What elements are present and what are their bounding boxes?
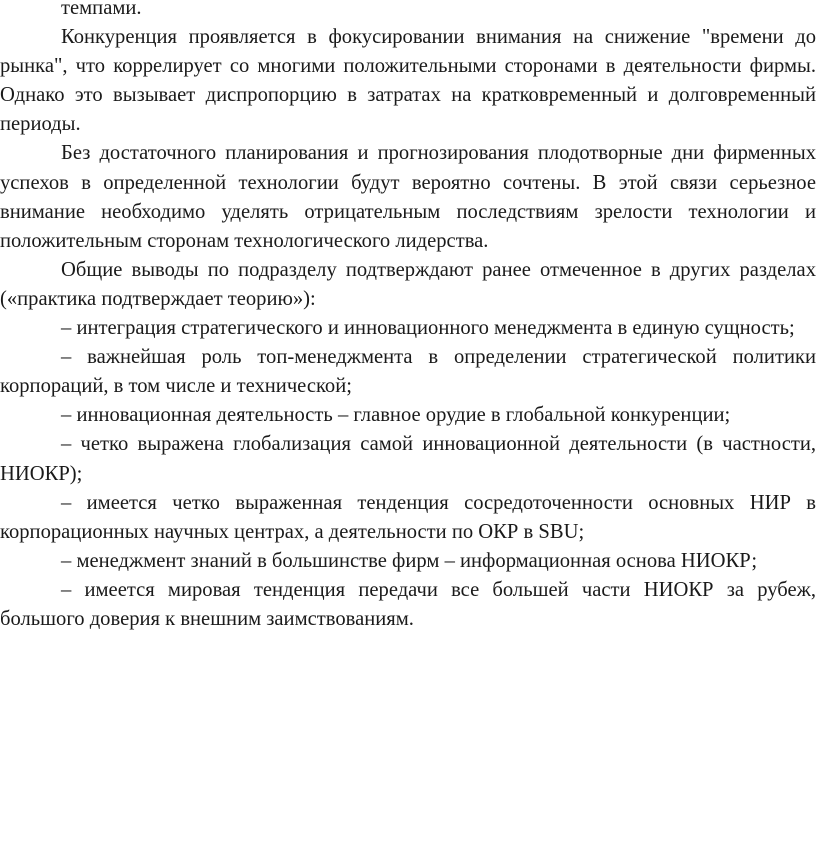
list-item: – четко выражена глобализация самой инновационной деятельности (в частности, НИОКР); — [0, 433, 816, 485]
list-item: – интеграция стратегического и инновационного менеджмента в единую сущность; — [61, 317, 795, 340]
list-item: – инновационная деятельность – главное орудие в глобальной конкуренции; — [61, 404, 731, 427]
list-item: – имеется мировая тенденция передачи все большей части НИОКР за рубеж, большого доверия к внешним заимствованиям. — [0, 578, 816, 630]
paragraph-competition: Конкуренция проявляется в фокусировании внимания на снижение "времени до рынка", что коррелирует со многими положительными сторонами в деятельности фирмы. Однако это вызывает диспропорцию в затратах на кратковременный и долговременный периоды. — [0, 26, 816, 136]
list-item: – важнейшая роль топ-менеджмента в определении стратегической политики корпораций, в том числе и технической; — [0, 346, 816, 398]
list-item: – имеется четко выраженная тенденция сосредоточенности основных НИР в корпорационных научных центрах, а деятельности по ОКР в SBU; — [0, 491, 816, 543]
paragraph-planning: Без достаточного планирования и прогнозирования плодотворные дни фирменных успехов в определенной технологии будут вероятно сочтены. В этой связи серьезное внимание необходимо уделять отрицательным последствиям зрелости технологии и положительным сторонам технологического лидерства. — [0, 142, 816, 252]
paragraph-conclusions: Общие выводы по подразделу подтверждают ранее отмеченное в других разделах («практика подтверждает теорию»): — [0, 258, 816, 310]
paragraph-continuation: темпами. — [61, 0, 142, 19]
list-item: – менеджмент знаний в большинстве фирм – информационная основа НИОКР; — [61, 549, 758, 572]
